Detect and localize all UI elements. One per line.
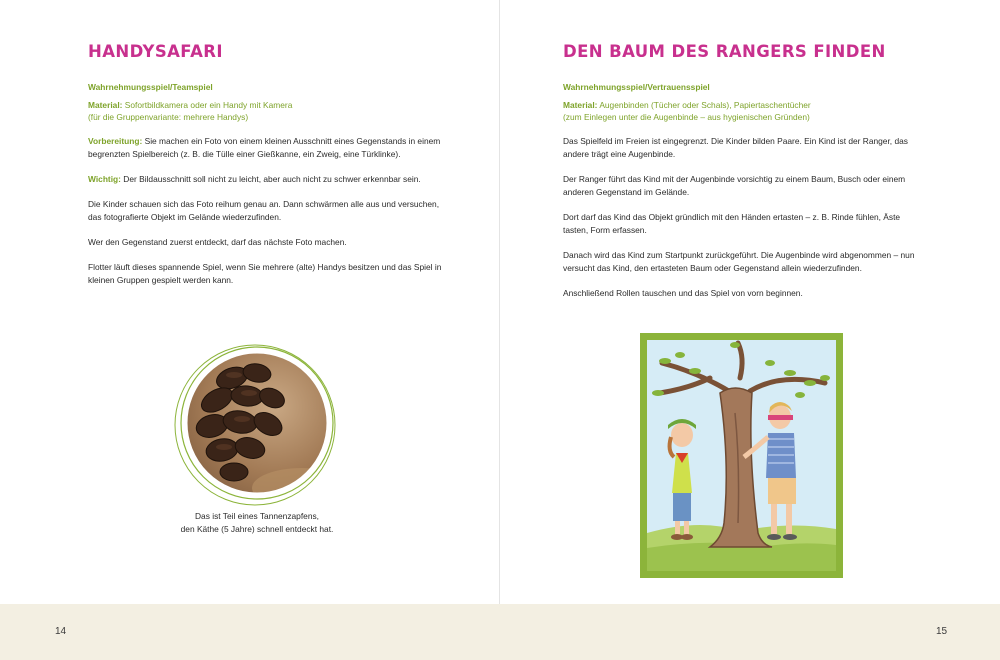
preparation-text: Sie machen ein Foto von einem kleinen Ausschnitt eines Gegenstands in einem begrenzten Spielbereich (z. B. die Tülle einer Gießkanne, ein Zweig, eine Türklinke). <box>88 136 441 159</box>
material-label: Material: <box>88 100 123 110</box>
body-paragraph: Wer den Gegenstand zuerst entdeckt, darf das nächste Foto machen. <box>88 237 347 247</box>
material-section <box>88 100 450 123</box>
game-subtitle: Wahrnehmungsspiel/Teamspiel <box>88 82 213 92</box>
body-paragraph: Anschließend Rollen tauschen und das Spiel von vorn beginnen. <box>563 288 803 298</box>
game-title: DEN BAUM DES RANGERS FINDEN <box>563 42 886 61</box>
important-paragraph <box>88 173 450 186</box>
page-number-left: 14 <box>55 626 67 637</box>
pine-cone-image <box>172 338 342 508</box>
tree-children-illustration <box>640 333 843 578</box>
right-column <box>563 42 923 300</box>
left-column <box>88 42 450 287</box>
important-label: Wichtig: <box>88 174 121 184</box>
photo-caption <box>150 510 364 536</box>
game-title: HANDYSAFARI <box>88 42 223 61</box>
material-text: Sofortbildkamera oder ein Handy mit Kamera <box>122 100 293 110</box>
material-text: Augenbinden (Tücher oder Schals), Papiertaschentücher <box>597 100 811 110</box>
page-number-right: 15 <box>936 626 948 637</box>
caption-line-2: den Käthe (5 Jahre) schnell entdeckt hat. <box>180 524 334 534</box>
ranger-illustration <box>640 333 843 578</box>
material-label: Material: <box>563 100 598 110</box>
caption-line-1: Das ist Teil eines Tannenzapfens, <box>195 511 319 521</box>
material-section <box>563 100 923 123</box>
body-paragraph: Dort darf das Kind das Objekt gründlich mit den Händen ertasten – z. B. Rinde fühlen, Äste tasten, Form erfassen. <box>563 212 901 235</box>
page-footer-band <box>0 604 1000 660</box>
important-text: Der Bildausschnitt soll nicht zu leicht, aber auch nicht zu schwer erkennbar sein. <box>120 174 421 184</box>
body-paragraph: Die Kinder schauen sich das Foto reihum genau an. Dann schwärmen alle aus und versuchen, das fotografierte Objekt im Gelände wiederzufinden. <box>88 199 440 222</box>
preparation-label: Vorbereitung: <box>88 136 143 146</box>
body-paragraph: Danach wird das Kind zum Startpunkt zurückgeführt. Die Augenbinde wird abgenommen – nun versucht das Kind, den ertasteten Baum oder Gegenstand allein wiederzufinden. <box>563 250 915 273</box>
preparation-paragraph <box>88 135 450 161</box>
material-text-secondary: (zum Einlegen unter die Augenbinde – aus hygienischen Gründen) <box>563 111 810 122</box>
game-subtitle: Wahrnehmungsspiel/Vertrauensspiel <box>563 82 710 92</box>
body-paragraph: Der Ranger führt das Kind mit der Augenbinde vorsichtig zu einem Baum, Busch oder einem anderen Gegenstand im Gelände. <box>563 174 906 197</box>
body-paragraph: Flotter läuft dieses spannende Spiel, wenn Sie mehrere (alte) Handys besitzen und das Spiel in kleinen Gruppen gespielt werden kann. <box>88 262 442 285</box>
material-text-secondary: (für die Gruppenvariante: mehrere Handys) <box>88 111 249 122</box>
body-paragraph: Das Spielfeld im Freien ist eingegrenzt. Die Kinder bilden Paare. Ein Kind ist der Ranger, das andere trägt eine Augenbinde. <box>563 136 908 159</box>
pine-cone-photo <box>172 338 342 508</box>
